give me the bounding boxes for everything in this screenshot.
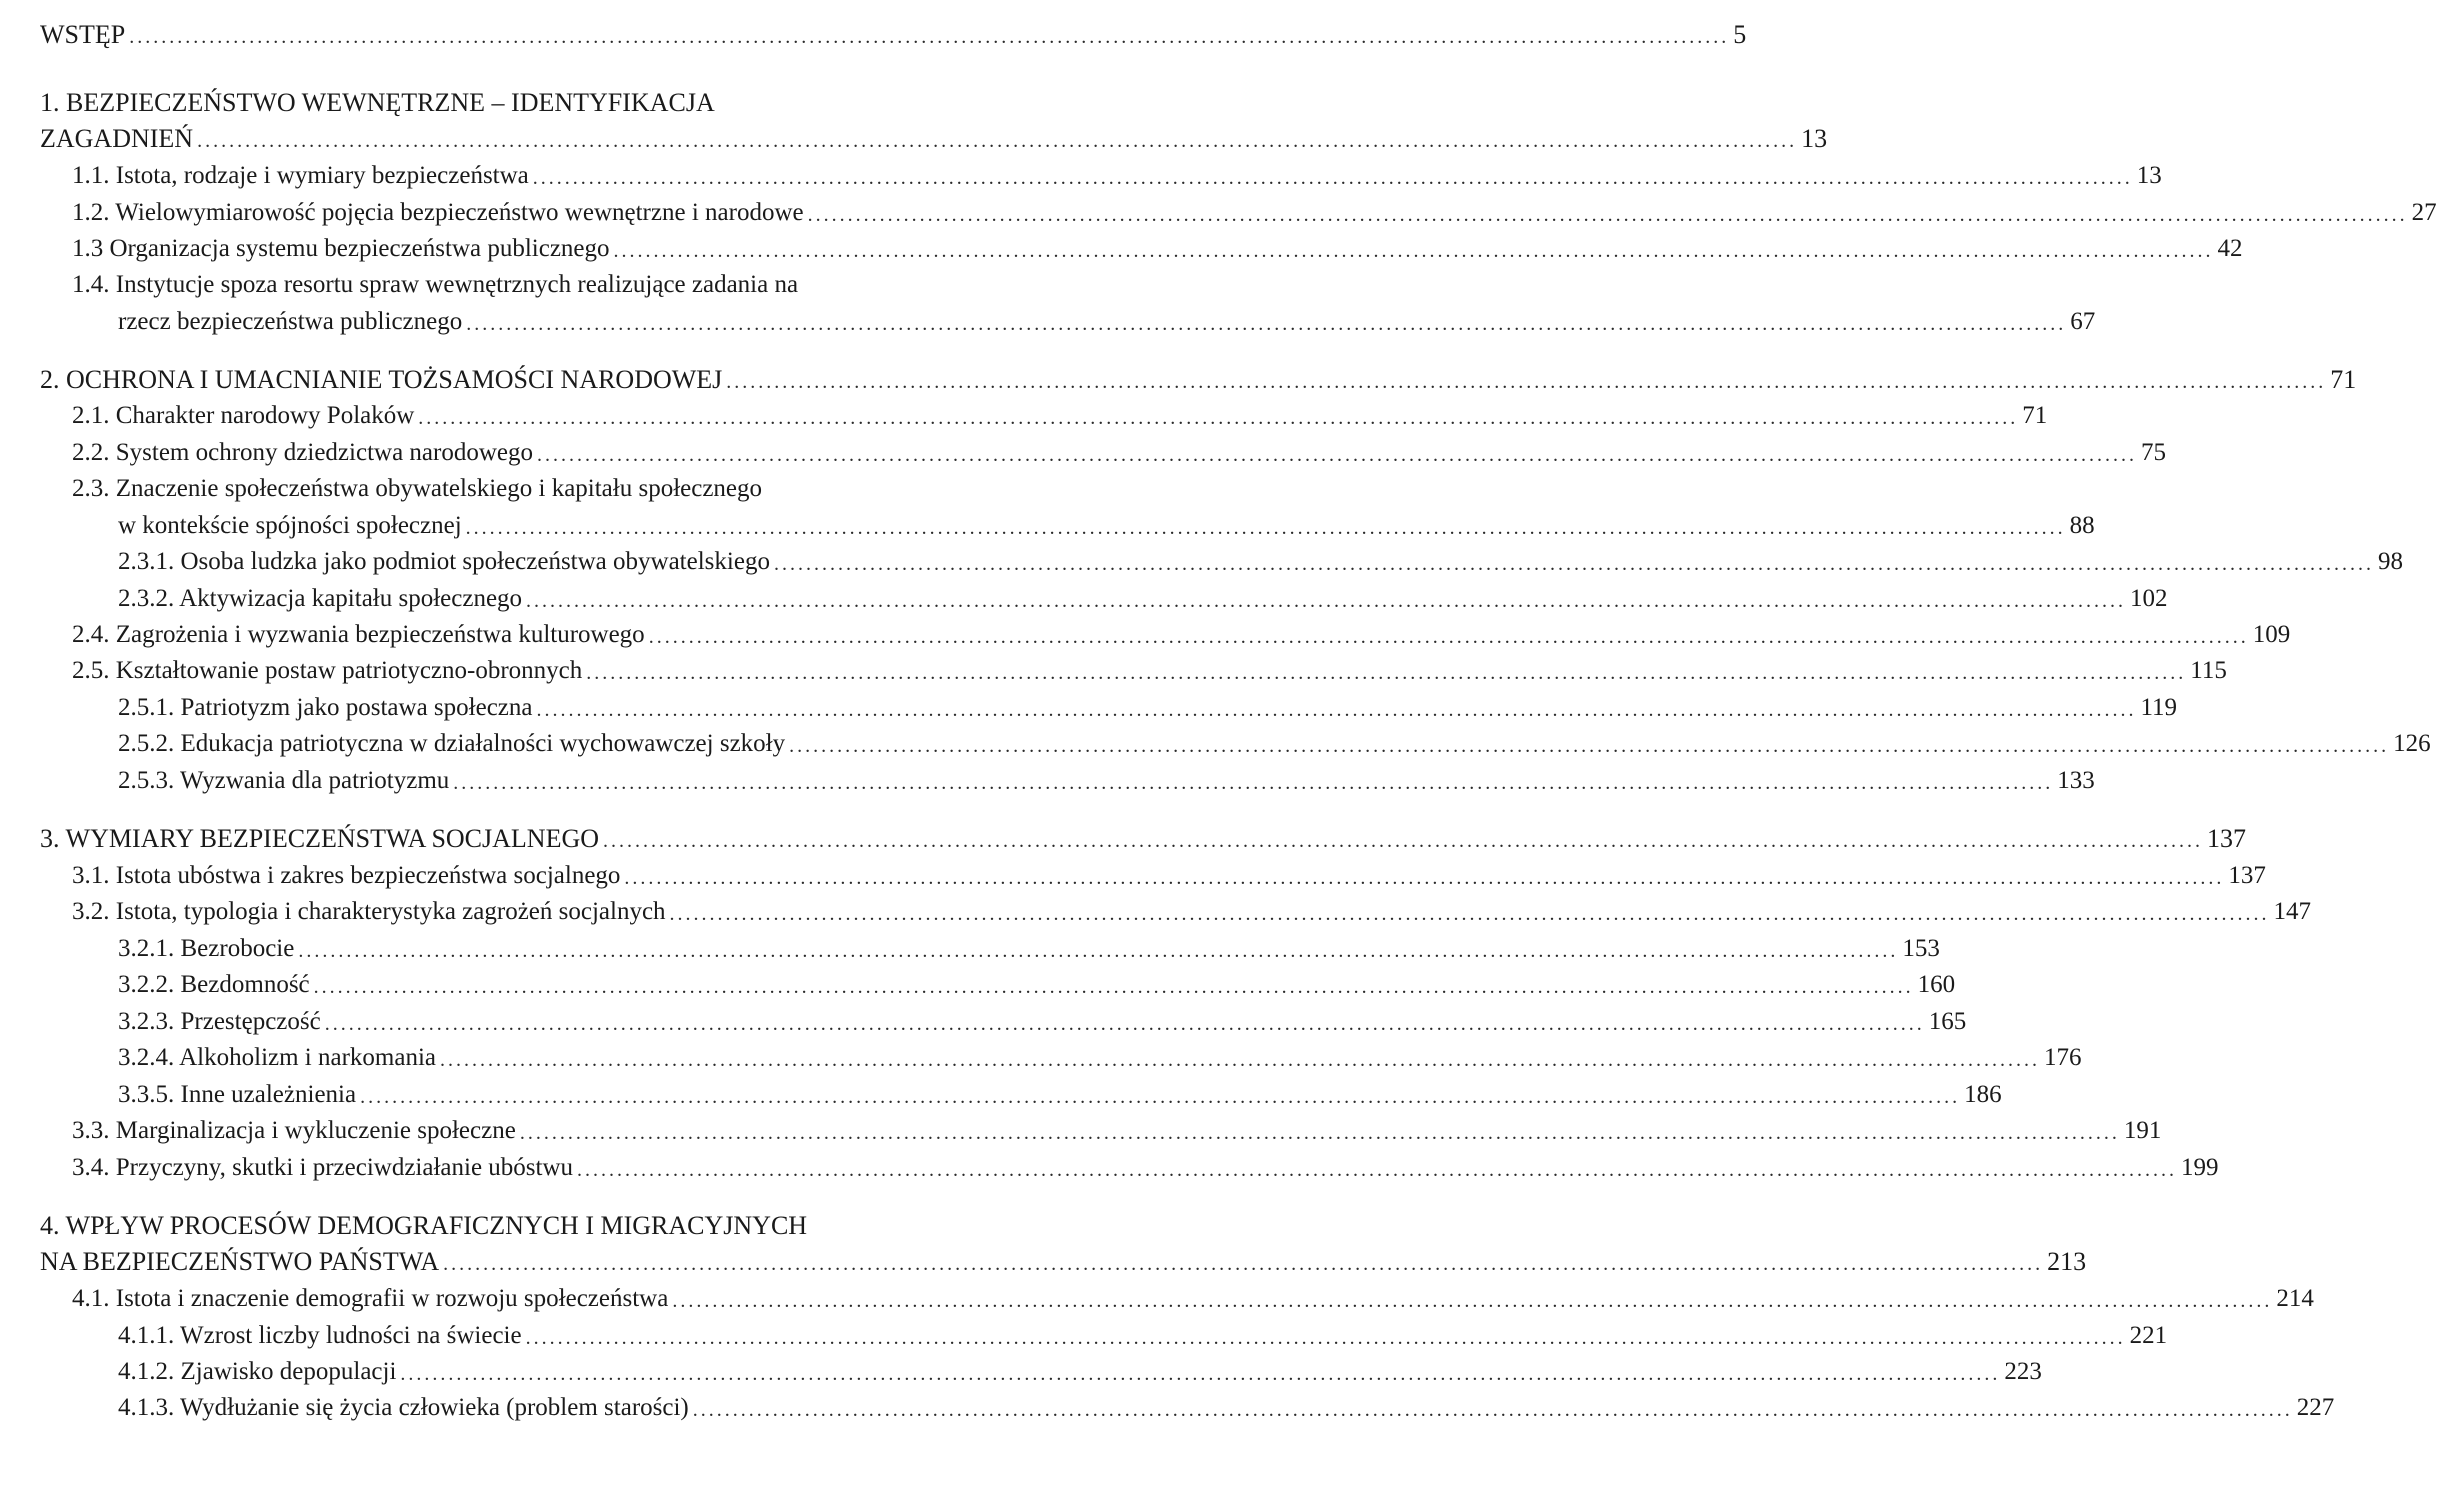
toc-entry-title: 3.4. Przyczyny, skutki i przeciwdziałanie ubóstwu: [72, 1154, 574, 1181]
toc-entry-line: [118, 964, 1956, 1000]
dot-leader: ........................................................................................................................................................................................................: [466, 313, 2067, 335]
toc-entry-title: WSTĘP: [40, 20, 126, 49]
toc-entry-title: 2.3.1. Osoba ludzka jako podmiot społeczeństwa obywatelskiego: [118, 548, 770, 575]
dot-leader: ........................................................................................................................................................................................................: [692, 1399, 2293, 1421]
toc-entry-line: [72, 614, 2291, 650]
toc-entry-line: [72, 650, 2227, 686]
toc-page-number: 71: [2022, 402, 2048, 429]
toc-entry-line: [118, 1387, 2335, 1423]
toc-entry-title: 3.2. Istota, typologia i charakterystyka zagrożeń socjalnych: [72, 898, 666, 925]
toc-entry-title: 4.1.1. Wzrost liczby ludności na świecie: [118, 1322, 522, 1349]
toc-page-number: 165: [1928, 1008, 1967, 1035]
toc-chapter-line: [40, 118, 1828, 154]
toc-entry-line: [72, 468, 1018, 504]
toc-entry-title: 3.2.2. Bezdomność: [118, 971, 310, 998]
dot-leader: ........................................................................................................................................................................................................: [129, 26, 1730, 48]
dot-leader: ........................................................................................................................................................................................................: [532, 167, 2133, 189]
toc-page-number: 126: [2393, 730, 2431, 757]
dot-leader: ........................................................................................................................................................................................................: [360, 1086, 1961, 1108]
toc-entry-title: 4.1.2. Zjawisko depopulacji: [118, 1358, 397, 1385]
toc-entry-title: 2.3.2. Aktywizacja kapitału społecznego: [118, 585, 523, 612]
dot-leader: ........................................................................................................................................................................................................: [313, 976, 1914, 998]
dot-leader: ........................................................................................................................................................................................................: [197, 130, 1798, 152]
toc-entry-title: ZAGADNIEŃ: [40, 124, 194, 153]
toc-page-number: 88: [2069, 512, 2095, 539]
toc-chapter-line: [40, 818, 2247, 854]
dot-leader: ........................................................................................................................................................................................................: [298, 940, 1899, 962]
dot-leader: ........................................................................................................................................................................................................: [603, 830, 2204, 852]
toc-page-number: 176: [2044, 1044, 2082, 1071]
toc-page-number: 147: [2273, 898, 2312, 925]
toc-page-number: 27: [2411, 199, 2437, 226]
toc-entry-line: [118, 505, 2095, 541]
dot-leader: ........................................................................................................................................................................................................: [324, 1013, 1925, 1035]
toc-page-number: 186: [1964, 1081, 2002, 1108]
toc-entry-title: 2.2. System ochrony dziedzictwa narodowego: [72, 439, 533, 466]
toc-page-number: 133: [2057, 767, 2095, 794]
toc-chapter-line: [40, 1205, 1018, 1241]
toc-entry-title: 3.1. Istota ubóstwa i zakres bezpieczeństwa socjalnego: [72, 862, 621, 889]
toc-page-number: 191: [2123, 1117, 2162, 1144]
toc-entry-title: 2.5.3. Wyzwania dla patriotyzmu: [118, 767, 450, 794]
dot-leader: ........................................................................................................................................................................................................: [519, 1122, 2120, 1144]
toc-page-number: 67: [2070, 308, 2096, 335]
toc-page-number: 199: [2181, 1154, 2219, 1181]
toc-page-number: 160: [1917, 971, 1956, 998]
toc-entry-line: [118, 541, 2403, 577]
toc-page-number: 115: [2190, 657, 2227, 684]
dot-leader: ........................................................................................................................................................................................................: [526, 590, 2127, 612]
toc-entry-line: [72, 432, 2166, 468]
toc-entry-line: [118, 1001, 1967, 1037]
toc-page-number: 42: [2217, 235, 2243, 262]
dot-leader: ........................................................................................................................................................................................................: [726, 371, 2327, 393]
toc-page-number: 221: [2129, 1322, 2168, 1349]
toc-entry-line: [118, 760, 2095, 796]
toc-page-number: 102: [2130, 585, 2168, 612]
dot-leader: ........................................................................................................................................................................................................: [525, 1327, 2126, 1349]
toc-entry-line: [118, 578, 2168, 614]
dot-leader: ........................................................................................................................................................................................................: [672, 1290, 2273, 1312]
toc-chapter-line: [40, 82, 1018, 118]
toc-entry-line: [118, 928, 1940, 964]
dot-leader: ........................................................................................................................................................................................................: [807, 204, 2408, 226]
toc-entry-line: [118, 1351, 2042, 1387]
toc-entry-title: 4.1.3. Wydłużanie się życia człowieka (problem starości): [118, 1394, 689, 1421]
toc-entry-title: 2.3. Znaczenie społeczeństwa obywatelskiego i kapitału społecznego: [72, 475, 763, 502]
toc-page-number: 75: [2141, 439, 2166, 466]
toc-entry-title: rzecz bezpieczeństwa publicznego: [118, 308, 463, 335]
toc-page-number: 13: [2136, 162, 2162, 189]
toc-entry-title: 3.2.1. Bezrobocie: [118, 935, 295, 962]
dot-leader: ........................................................................................................................................................................................................: [418, 407, 2019, 429]
toc-entry-title: 1.3 Organizacja systemu bezpieczeństwa publicznego: [72, 235, 610, 262]
toc-entry-title: 2.4. Zagrożenia i wyzwania bezpieczeństwa kulturowego: [72, 621, 645, 648]
toc-entry-title: 4.1. Istota i znaczenie demografii w rozwoju społeczeństwa: [72, 1285, 669, 1312]
toc-entry-line: [118, 687, 2178, 723]
toc-chapter-line: [40, 14, 1747, 50]
toc-page-number: 213: [2047, 1247, 2087, 1276]
toc-entry-title: 2.5. Kształtowanie postaw patriotyczno-obronnych: [72, 657, 583, 684]
toc-entry-line: [72, 228, 2243, 264]
toc-entry-line: [72, 1278, 2314, 1314]
toc-page-number: 214: [2276, 1285, 2314, 1312]
toc-page-number: 223: [2004, 1358, 2042, 1385]
dot-leader: ........................................................................................................................................................................................................: [613, 240, 2214, 262]
dot-leader: ........................................................................................................................................................................................................: [453, 772, 2054, 794]
dot-leader: ........................................................................................................................................................................................................: [443, 1253, 2044, 1275]
dot-leader: ........................................................................................................................................................................................................: [586, 662, 2187, 684]
toc-entry-title: 2.1. Charakter narodowy Polaków: [72, 402, 415, 429]
toc-entry-line: [118, 1074, 2002, 1110]
dot-leader: ........................................................................................................................................................................................................: [577, 1159, 2178, 1181]
dot-leader: ........................................................................................................................................................................................................: [400, 1363, 2001, 1385]
toc-entry-title: 2.5.2. Edukacja patriotyczna w działalności wychowawczej szkoły: [118, 730, 786, 757]
toc-entry-line: [118, 1037, 2082, 1073]
dot-leader: ........................................................................................................................................................................................................: [773, 553, 2374, 575]
toc-chapter-line: [40, 1241, 2087, 1277]
toc-page-number: 137: [2228, 862, 2266, 889]
toc-entry-title: 2.5.1. Patriotyzm jako postawa społeczna: [118, 694, 533, 721]
toc-entry-title: 3.3. Marginalizacja i wykluczenie społeczne: [72, 1117, 516, 1144]
toc-entry-line: [72, 192, 2437, 228]
dot-leader: ........................................................................................................................................................................................................: [624, 867, 2225, 889]
toc-page-number: 227: [2296, 1394, 2335, 1421]
toc-entry-title: 4. WPŁYW PROCESÓW DEMOGRAFICZNYCH I MIGRACYJNYCH: [40, 1211, 808, 1240]
dot-leader: ........................................................................................................................................................................................................: [537, 444, 2137, 466]
dot-leader: ........................................................................................................................................................................................................: [536, 699, 2137, 721]
dot-leader: ........................................................................................................................................................................................................: [789, 735, 2390, 757]
toc-page-number: 153: [1902, 935, 1940, 962]
toc-entry-title: 1.2. Wielowymiarowość pojęcia bezpieczeństwo wewnętrzne i narodowe: [72, 199, 804, 226]
toc-entry-line: [72, 264, 1018, 300]
toc-entry-line: [118, 301, 2096, 337]
toc-page-number: 71: [2330, 365, 2357, 394]
toc-page-number: 119: [2140, 694, 2178, 721]
dot-leader: ........................................................................................................................................................................................................: [648, 626, 2249, 648]
toc-entry-line: [72, 1147, 2219, 1183]
toc-page-number: 13: [1801, 124, 1828, 153]
toc-entry-title: 1.1. Istota, rodzaje i wymiary bezpieczeństwa: [72, 162, 529, 189]
toc-entry-title: NA BEZPIECZEŃSTWO PAŃSTWA: [40, 1247, 440, 1276]
dot-leader: ........................................................................................................................................................................................................: [465, 517, 2066, 539]
toc-page-number: 98: [2377, 548, 2403, 575]
toc-page-number: 5: [1733, 20, 1747, 49]
toc-page-number: 137: [2207, 824, 2247, 853]
toc-entry-line: [118, 1315, 2168, 1351]
toc-entry-line: [72, 395, 2048, 431]
toc-entry-title: 1.4. Instytucje spoza resortu spraw wewnętrznych realizujące zadania na: [72, 271, 799, 298]
toc-entry-title: w kontekście spójności społecznej: [118, 512, 462, 539]
toc-entry-title: 2. OCHRONA I UMACNIANIE TOŻSAMOŚCI NARODOWEJ: [40, 365, 723, 394]
toc-entry-line: [72, 155, 2162, 191]
dot-leader: ........................................................................................................................................................................................................: [669, 903, 2270, 925]
toc-entry-title: 3.2.4. Alkoholizm i narkomania: [118, 1044, 437, 1071]
dot-leader: ........................................................................................................................................................................................................: [440, 1049, 2041, 1071]
toc-entry-line: [72, 1110, 2162, 1146]
toc-entry-title: 3. WYMIARY BEZPIECZEŃSTWA SOCJALNEGO: [40, 824, 600, 853]
toc-entry-title: 1. BEZPIECZEŃSTWO WEWNĘTRZNE – IDENTYFIKACJA: [40, 88, 715, 117]
toc-entry-line: [118, 723, 2431, 759]
toc-entry-title: 3.2.3. Przestępczość: [118, 1008, 321, 1035]
toc-entry-line: [72, 855, 2266, 891]
toc-entry-line: [72, 891, 2312, 927]
toc-chapter-line: [40, 359, 2357, 395]
toc-entry-title: 3.3.5. Inne uzależnienia: [118, 1081, 357, 1108]
toc-page-number: 109: [2252, 621, 2291, 648]
